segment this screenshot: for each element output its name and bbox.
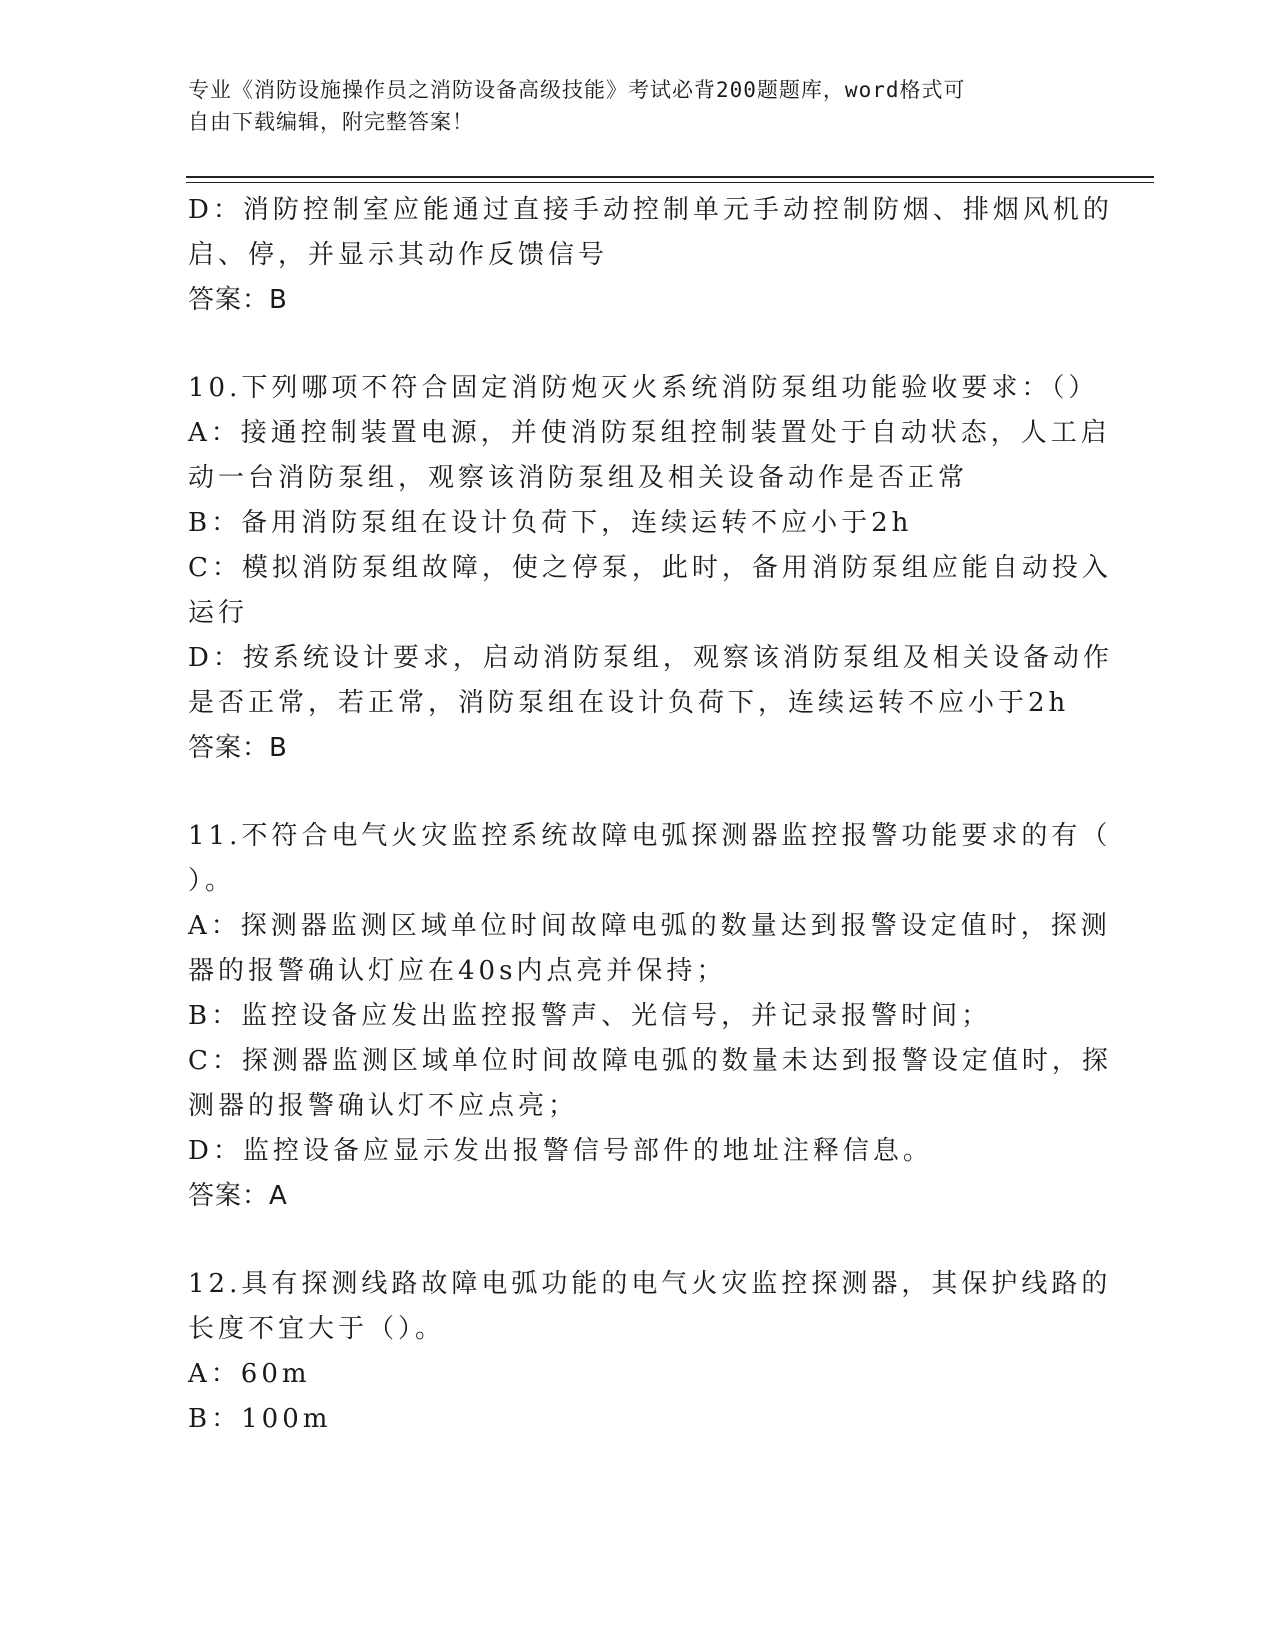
document-header (188, 74, 1068, 138)
question-10 (188, 366, 1113, 771)
q11-question-line2: ）。 (188, 866, 236, 896)
q11-option-c-line1: C：探测器监测区域单位时间故障电弧的数量未达到报警设定值时，探 (188, 1046, 1112, 1076)
q10-option-b: B：备用消防泵组在设计负荷下，连续运转不应小于2h (188, 508, 913, 538)
question-11 (188, 814, 1112, 1219)
question-9-tail (188, 188, 1113, 323)
question-12 (188, 1262, 1112, 1442)
q12-option-b: B：100m (188, 1404, 332, 1434)
spacer (188, 771, 1078, 814)
q10-answer: 答案：B (188, 733, 288, 763)
q11-option-a-line2: 器的报警确认灯应在40s内点亮并保持； (188, 956, 727, 986)
header-line-2: 自由下载编辑，附完整答案！ (188, 110, 474, 134)
q10-option-d-line2: 是否正常，若正常，消防泵组在设计负荷下，连续运转不应小于2h (188, 688, 1070, 718)
q11-option-d: D：监控设备应显示发出报警信号部件的地址注释信息。 (188, 1136, 933, 1166)
spacer (188, 1219, 1078, 1262)
q9-answer: 答案：B (188, 285, 288, 315)
q11-option-c-line2: 测器的报警确认灯不应点亮； (188, 1091, 579, 1121)
q12-question-line1: 12.具有探测线路故障电弧功能的电气火灾监控探测器，其保护线路的 (188, 1269, 1112, 1299)
header-divider-thin (186, 182, 1154, 183)
document-body (188, 188, 1113, 1442)
q9-option-d-line1: D：消防控制室应能通过直接手动控制单元手动控制防烟、排烟风机的 (188, 195, 1113, 225)
q10-option-d-line1: D：按系统设计要求，启动消防泵组，观察该消防泵组及相关设备动作 (188, 643, 1113, 673)
q11-option-a-line1: A：探测器监测区域单位时间故障电弧的数量达到报警设定值时，探测 (188, 911, 1111, 941)
q10-option-a-line1: A：接通控制装置电源，并使消防泵组控制装置处于自动状态，人工启 (188, 418, 1111, 448)
q10-question: 10.下列哪项不符合固定消防炮灭火系统消防泵组功能验收要求：（） (188, 373, 1099, 403)
q12-question-line2: 长度不宜大于（）。 (188, 1314, 446, 1344)
q12-option-a: A：60m (188, 1359, 311, 1389)
spacer (188, 323, 1078, 366)
q11-option-b: B：监控设备应发出监控报警声、光信号，并记录报警时间； (188, 1001, 992, 1031)
header-line-1: 专业《消防设施操作员之消防设备高级技能》考试必背200题题库，word格式可 (188, 78, 966, 102)
q10-option-a-line2: 动一台消防泵组，观察该消防泵组及相关设备动作是否正常 (188, 463, 969, 493)
header-divider-thick (186, 176, 1154, 178)
q10-option-c-line2: 运行 (188, 598, 249, 628)
q9-option-d-line2: 启、停，并显示其动作反馈信号 (188, 240, 609, 270)
q11-answer: 答案：A (188, 1181, 288, 1211)
q10-option-c-line1: C：模拟消防泵组故障，使之停泵，此时，备用消防泵组应能自动投入 (188, 553, 1112, 583)
q11-question-line1: 11.不符合电气火灾监控系统故障电弧探测器监控报警功能要求的有（ (188, 821, 1112, 851)
